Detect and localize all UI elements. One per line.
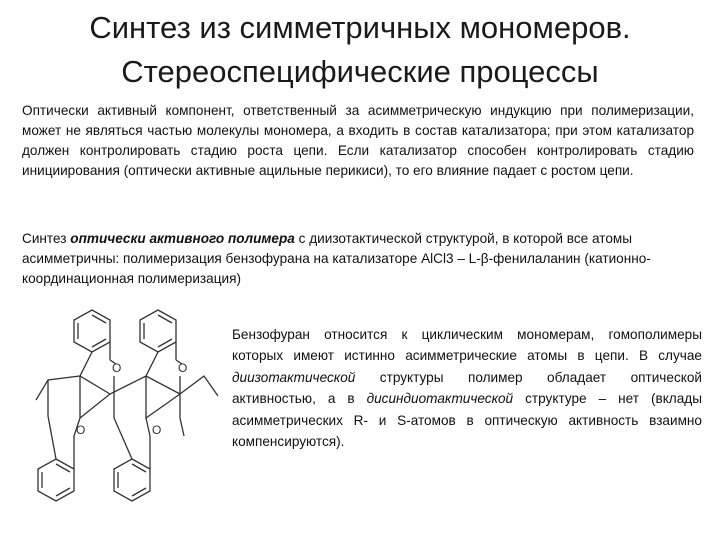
benzofuran-text-3: структуре – нет (вклады асимметрических R- и S-атомов в оптическую активность взаимно компенсируются). [232,391,702,450]
slide-title [0,6,720,94]
paragraph-synthesis [22,229,694,289]
benzene-ring-lower-right [114,459,150,501]
oxygen-label-upper-left: O [112,361,122,375]
synthesis-lead: Синтез [22,231,71,246]
synthesis-emphasis: оптически активного полимера [70,231,295,246]
title-line-1: Синтез из симметричных мономеров. [89,10,631,45]
paragraph-catalyst: Оптически активный компонент, ответственный за асимметрическую индукцию при полимеризации, может не являться частью молекулы мономера, а входить в состав катализатора; при этом катализатор должен контролировать стадию роста цепи. Если катализатор способен контролировать стадию инициирования (оптически активные ацильные перикиси), то его влияние падает с ростом цепи. [22,103,694,178]
benzene-ring-lower-left [38,459,74,501]
term-diisotactic: диизотактической [232,369,356,385]
oxygen-label-upper-right: O [178,361,188,375]
paragraph-benzofuran [232,324,702,452]
synthesis-rest: с диизотактической структурой, в которой все атомы асимметричны: полимеризация бензофурана на катализаторе AlCl3 – L-β-фенилаланин (катионно-координационная полимеризация) [22,231,651,286]
benzene-ring-upper-right [140,310,176,352]
term-disyndiotactic: дисиндиотактической [366,391,514,407]
polybenzofuran-structure-diagram [34,296,230,522]
benzene-ring-upper-left [74,310,110,352]
oxygen-label-lower-right: O [152,423,162,437]
benzofuran-text-2: структуры полимер обладает оптической активностью, а в [232,369,702,407]
title-line-2: Стереоспецифические процессы [121,54,599,89]
benzofuran-text-1: Бензофуран относится к циклическим мономерам, гомополимеры которых имеют истинно асимметрические атомы в цепи. В случае [232,327,702,364]
oxygen-label-lower-left: O [76,423,86,437]
